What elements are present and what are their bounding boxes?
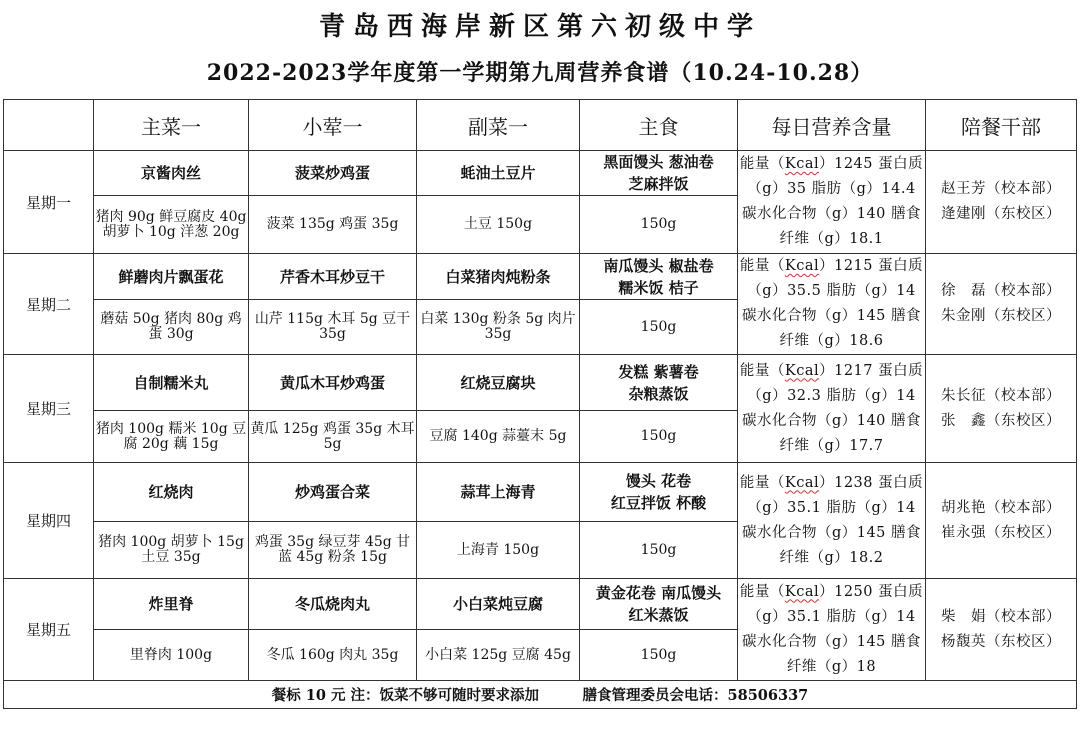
small-dish: 黄瓜木耳炒鸡蛋 — [249, 355, 417, 411]
col-header-staple: 主食 — [580, 100, 738, 151]
footer-row — [4, 681, 1077, 709]
table-row — [4, 463, 1077, 522]
unit-kcal: Kcal — [784, 362, 820, 379]
staple-amount: 150g — [580, 630, 738, 681]
main-ingredients: 猪肉 100g 胡萝卜 15g 土豆 35g — [94, 522, 249, 579]
staple-line: 杂粮蒸饭 — [628, 384, 689, 403]
table-row — [4, 355, 1077, 411]
staple-line: 红豆拌饭 杯酸 — [610, 494, 707, 512]
small-ingredients: 冬瓜 160g 肉丸 35g — [249, 630, 417, 681]
staff-name: 崔永强（东校区） — [941, 524, 1061, 541]
main-dish: 鲜蘑肉片飘蛋花 — [94, 254, 249, 300]
staff-cell — [926, 355, 1077, 463]
side-dish: 蒜茸上海青 — [417, 463, 580, 522]
small-ingredients: 山芹 115g 木耳 5g 豆干 35g — [249, 300, 417, 355]
col-header-nutrition: 每日营养含量 — [738, 100, 926, 151]
side-ingredients: 白菜 130g 粉条 5g 肉片 35g — [417, 300, 580, 355]
small-dish: 菠菜炒鸡蛋 — [249, 151, 417, 196]
day-label: 星期二 — [4, 254, 94, 355]
staple-line: 黑面馒头 葱油卷 — [603, 153, 714, 171]
page-title: 青岛西海岸新区第六初级中学 — [318, 12, 761, 42]
staple-line: 发糕 紫薯卷 — [618, 362, 699, 381]
main-dish: 京酱肉丝 — [94, 151, 249, 196]
side-dish: 小白菜炖豆腐 — [417, 579, 580, 630]
staple-amount: 150g — [580, 411, 738, 463]
main-ingredients: 蘑菇 50g 猪肉 80g 鸡蛋 30g — [94, 300, 249, 355]
staff-name: 逄建刚（东校区） — [941, 206, 1061, 222]
side-dish: 白菜猪肉炖粉条 — [417, 254, 580, 300]
col-header-day — [4, 100, 94, 151]
staff-name: 柴 娟（校本部） — [941, 608, 1061, 625]
staff-name: 朱长征（校本部） — [941, 387, 1061, 404]
staple-line: 黄金花卷 南瓜馒头 — [595, 584, 722, 602]
col-header-small: 小荤一 — [249, 100, 417, 151]
staff-cell — [926, 579, 1077, 681]
staff-name: 胡兆艳（校本部） — [941, 499, 1061, 516]
page-subtitle: 2022-2023学年度第一学期第九周营养食谱（10.24-10.28） — [206, 60, 874, 86]
small-ingredients: 鸡蛋 35g 绿豆芽 45g 甘蓝 45g 粉条 15g — [249, 522, 417, 579]
unit-kcal: Kcal — [784, 583, 820, 600]
footer-note: 餐标 10 元 注：饭菜不够可随时要求添加 膳食管理委员会电话：58506337 — [4, 681, 1077, 709]
staff-name: 赵王芳（校本部） — [941, 181, 1061, 197]
col-header-staff: 陪餐干部 — [926, 100, 1077, 151]
col-header-side: 副菜一 — [417, 100, 580, 151]
table-row — [4, 151, 1077, 196]
nutrition-info: 能量（Kcal）1245 蛋白质（g）35 脂肪（g）14.4 碳水化合物（g）140 膳食纤维（g）18.1 — [738, 151, 926, 254]
small-ingredients: 菠菜 135g 鸡蛋 35g — [249, 196, 417, 254]
staff-cell — [926, 463, 1077, 579]
day-label: 星期一 — [4, 151, 94, 254]
main-ingredients: 里脊肉 100g — [94, 630, 249, 681]
side-ingredients: 上海青 150g — [417, 522, 580, 579]
small-dish: 芹香木耳炒豆干 — [249, 254, 417, 300]
table-row — [4, 579, 1077, 630]
side-ingredients: 豆腐 140g 蒜薹末 5g — [417, 411, 580, 463]
side-dish: 红烧豆腐块 — [417, 355, 580, 411]
staple-food — [580, 151, 738, 196]
main-ingredients: 猪肉 100g 糯米 10g 豆腐 20g 藕 15g — [94, 411, 249, 463]
small-ingredients: 黄瓜 125g 鸡蛋 35g 木耳 5g — [249, 411, 417, 463]
header-row — [4, 100, 1077, 151]
staple-food — [580, 254, 738, 300]
staff-cell — [926, 254, 1077, 355]
staple-amount: 150g — [580, 300, 738, 355]
small-dish: 炒鸡蛋合菜 — [249, 463, 417, 522]
staff-name: 张 鑫（东校区） — [941, 412, 1061, 429]
staple-line: 馒头 花卷 — [625, 472, 692, 490]
main-dish: 炸里脊 — [94, 579, 249, 630]
nutrition-info: 能量（Kcal）1250 蛋白质（g）35.1 脂肪（g）14 碳水化合物（g）145 膳食纤维（g）18 — [738, 579, 926, 681]
staff-name: 朱金刚（东校区） — [941, 308, 1061, 324]
unit-kcal: Kcal — [784, 258, 820, 274]
nutrition-info: 能量（Kcal）1217 蛋白质（g）32.3 脂肪（g）14 碳水化合物（g）140 膳食纤维（g）17.7 — [738, 355, 926, 463]
unit-kcal: Kcal — [784, 474, 820, 491]
staff-name: 徐 磊（校本部） — [941, 283, 1061, 299]
main-ingredients: 猪肉 90g 鲜豆腐皮 40g 胡萝卜 10g 洋葱 20g — [94, 196, 249, 254]
day-label: 星期三 — [4, 355, 94, 463]
staple-food — [580, 355, 738, 411]
nutrition-info: 能量（Kcal）1215 蛋白质（g）35.5 脂肪（g）14 碳水化合物（g）145 膳食纤维（g）18.6 — [738, 254, 926, 355]
side-dish: 蚝油土豆片 — [417, 151, 580, 196]
side-ingredients: 小白菜 125g 豆腐 45g — [417, 630, 580, 681]
staple-food — [580, 579, 738, 630]
staple-food — [580, 463, 738, 522]
staple-line: 芝麻拌饭 — [628, 175, 689, 193]
staple-amount: 150g — [580, 522, 738, 579]
small-dish: 冬瓜烧肉丸 — [249, 579, 417, 630]
side-ingredients: 土豆 150g — [417, 196, 580, 254]
day-label: 星期五 — [4, 579, 94, 681]
day-label: 星期四 — [4, 463, 94, 579]
staff-cell — [926, 151, 1077, 254]
nutrition-info: 能量（Kcal）1238 蛋白质（g）35.1 脂肪（g）14 碳水化合物（g）145 膳食纤维（g）18.2 — [738, 463, 926, 579]
staple-line: 红米蒸饭 — [628, 606, 689, 624]
table-row — [4, 254, 1077, 300]
staple-line: 南瓜馒头 椒盐卷 — [603, 256, 714, 275]
staple-amount: 150g — [580, 196, 738, 254]
unit-kcal: Kcal — [784, 156, 820, 172]
staff-name: 杨馥英（东校区） — [941, 633, 1061, 650]
main-dish: 自制糯米丸 — [94, 355, 249, 411]
staple-line: 糯米饭 桔子 — [618, 278, 699, 297]
menu-table — [3, 99, 1077, 709]
main-dish: 红烧肉 — [94, 463, 249, 522]
col-header-main: 主菜一 — [94, 100, 249, 151]
